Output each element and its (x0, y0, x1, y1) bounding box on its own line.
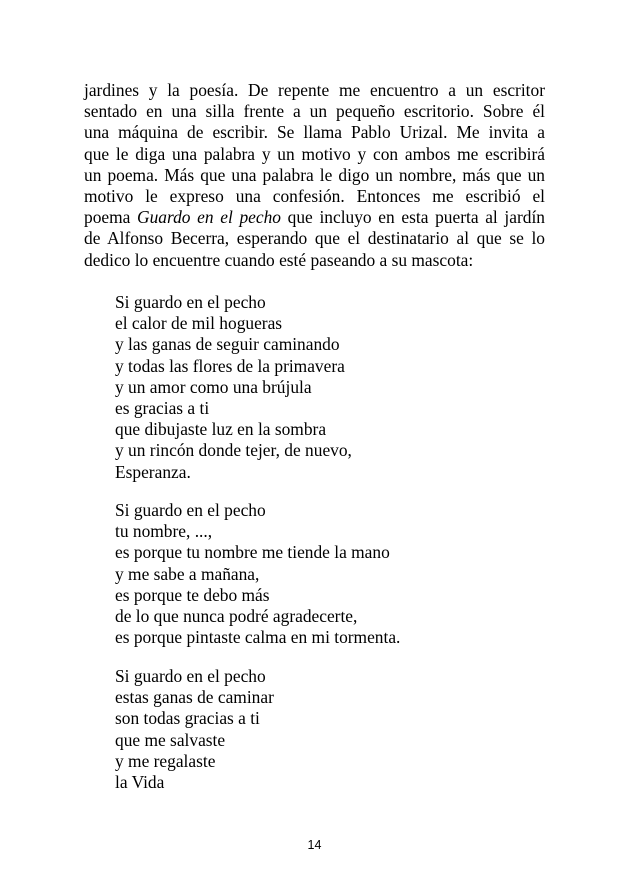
poem-line: Esperanza. (115, 461, 191, 482)
page-number: 14 (307, 838, 322, 852)
prose-line: sentado en una silla frente a un pequeño escritorio. Sobre él (84, 101, 545, 122)
poem-line: Si guardo en el pecho (115, 666, 266, 686)
prose-line: de Alfonso Becerra, esperando que el destinatario al que se lo (84, 228, 545, 249)
poem-line: estas ganas de caminar (115, 687, 274, 708)
poem-line: que dibujaste luz en la sombra (115, 419, 327, 440)
poem-line: es porque pintaste calma en mi tormenta. (115, 627, 401, 648)
poem-line: y me sabe a mañana, (115, 563, 260, 584)
prose-line: un poema. Más que una palabra le digo un nombre, más que un (84, 164, 545, 185)
prose-paragraph (84, 80, 545, 271)
prose-line: dedico lo encuentre cuando esté paseando a su mascota: (84, 249, 474, 270)
poem-line: es porque tu nombre me tiende la mano (115, 542, 390, 563)
poem-line: el calor de mil hogueras (115, 313, 283, 334)
poem-stanza-3 (115, 666, 274, 793)
poem-line: son todas gracias a ti (115, 708, 260, 729)
poem-line: la Vida (115, 771, 165, 792)
poem-line: y un amor como una brújula (115, 376, 312, 397)
poem-line: Si guardo en el pecho (115, 292, 266, 312)
poem-line: y todas las flores de la primavera (115, 355, 345, 376)
poem-stanza-1 (115, 292, 352, 483)
prose-text: poema (84, 207, 138, 228)
prose-line: una máquina de escribir. Se llama Pablo Urizal. Me invita a (84, 122, 545, 143)
poem-line: y un rincón donde tejer, de nuevo, (115, 440, 352, 461)
poem-line: es gracias a ti (115, 397, 210, 418)
poem-stanza-2 (115, 500, 400, 648)
poem-line: y las ganas de seguir caminando (115, 334, 340, 355)
prose-line: motivo le expreso una confesión. Entonces me escribió el (84, 185, 545, 206)
poem-line: y me regalaste (115, 750, 216, 771)
poem-line: tu nombre, ..., (115, 521, 213, 542)
prose-text: que incluyo en esta puerta al jardín (281, 207, 545, 228)
poem-line: es porque te debo más (115, 584, 270, 605)
prose-line-with-title (84, 207, 545, 228)
poem-line: que me salvaste (115, 729, 226, 750)
poem-line: Si guardo en el pecho (115, 500, 266, 520)
prose-line: que le diga una palabra y un motivo y con ambos me escribirá (84, 143, 545, 164)
poem-title-reference: Guardo en el pecho (137, 207, 281, 228)
prose-line: jardines y la poesía. De repente me encuentro a un escritor (84, 80, 545, 100)
poem-line: de lo que nunca podré agradecerte, (115, 605, 358, 626)
